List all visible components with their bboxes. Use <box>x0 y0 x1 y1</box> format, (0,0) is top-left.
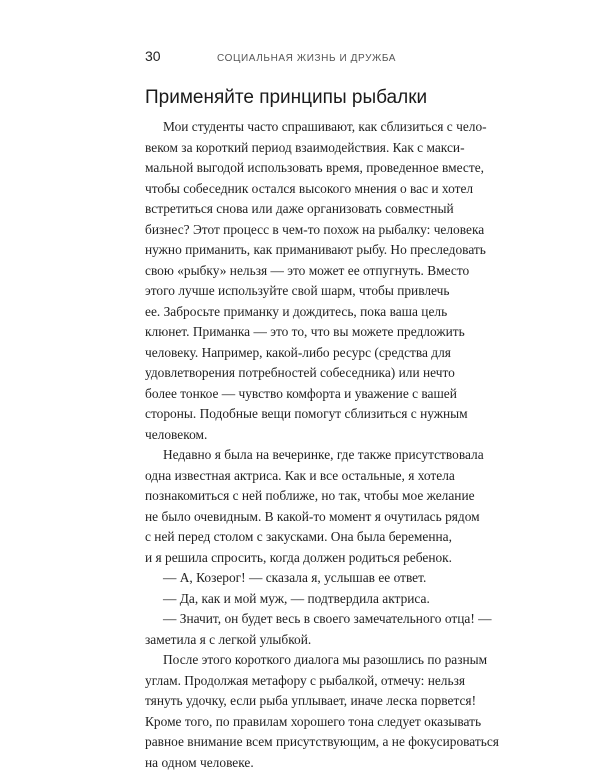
text-line: удовлетворения потребностей собеседника) или нечто <box>145 363 511 384</box>
text-line: познакомиться с ней поближе, но так, чтобы мое желание <box>145 486 511 507</box>
text-line: стороны. Подобные вещи помогут сблизиться с нужным <box>145 404 511 425</box>
page-number: 30 <box>145 48 217 64</box>
text-line: ее. Забросьте приманку и дождитесь, пока ваша цель <box>145 302 511 323</box>
text-line: встретиться снова или даже организовать совместный <box>145 199 511 220</box>
text-line: одна известная актриса. Как и все остальные, я хотела <box>145 466 511 487</box>
paragraph <box>145 117 511 445</box>
text-line: чтобы собеседник остался высокого мнения о вас и хотел <box>145 179 511 200</box>
paragraph <box>145 609 511 650</box>
section-title: СОЦИАЛЬНАЯ ЖИЗНЬ И ДРУЖБА <box>217 53 396 64</box>
text-line: мальной выгодой использовать время, проведенное вместе, <box>145 158 511 179</box>
text-line: бизнес? Этот процесс в чем-то похож на рыбалку: человека <box>145 220 511 241</box>
body-text <box>145 117 511 773</box>
text-line: веком за короткий период взаимодействия. Как с макси- <box>145 138 511 159</box>
chapter-heading: Применяйте принципы рыбалки <box>145 87 525 109</box>
running-head <box>145 48 505 64</box>
text-line: и я решила спросить, когда должен родиться ребенок. <box>145 548 511 569</box>
text-line: человеку. Например, какой-либо ресурс (средства для <box>145 343 511 364</box>
text-line: — Значит, он будет весь в своего замечательного отца! — <box>145 609 511 630</box>
text-line: — А, Козерог! — сказала я, услышав ее ответ. <box>145 568 511 589</box>
text-line: — Да, как и мой муж, — подтвердила актриса. <box>145 589 511 610</box>
text-line: углам. Продолжая метафору с рыбалкой, отмечу: нельзя <box>145 671 511 692</box>
text-line: равное внимание всем присутствующим, а не фокусироваться <box>145 732 511 753</box>
text-line: Кроме того, по правилам хорошего тона следует оказывать <box>145 712 511 733</box>
paragraph <box>145 650 511 773</box>
text-line: клюнет. Приманка — это то, что вы можете предложить <box>145 322 511 343</box>
text-line: нужно приманить, как приманивают рыбу. Но преследовать <box>145 240 511 261</box>
text-line: более тонкое — чувство комфорта и уважение с вашей <box>145 384 511 405</box>
text-line: тянуть удочку, если рыба уплывает, иначе леска порвется! <box>145 691 511 712</box>
text-line: с ней перед столом с закусками. Она была беременна, <box>145 527 511 548</box>
text-line: Мои студенты часто спрашивают, как сблизиться с чело- <box>145 117 511 138</box>
text-line: этого лучше используйте свой шарм, чтобы привлечь <box>145 281 511 302</box>
text-line: не было очевидным. В какой-то момент я очутилась рядом <box>145 507 511 528</box>
text-line: После этого короткого диалога мы разошлись по разным <box>145 650 511 671</box>
text-line: Недавно я была на вечеринке, где также присутствовала <box>145 445 511 466</box>
paragraph <box>145 568 511 589</box>
text-line: на одном человеке. <box>145 753 511 773</box>
text-line: свою «рыбку» нельзя — это может ее отпугнуть. Вместо <box>145 261 511 282</box>
text-line: заметила я с легкой улыбкой. <box>145 630 511 651</box>
paragraph <box>145 589 511 610</box>
paragraph <box>145 445 511 568</box>
text-line: человеком. <box>145 425 511 446</box>
